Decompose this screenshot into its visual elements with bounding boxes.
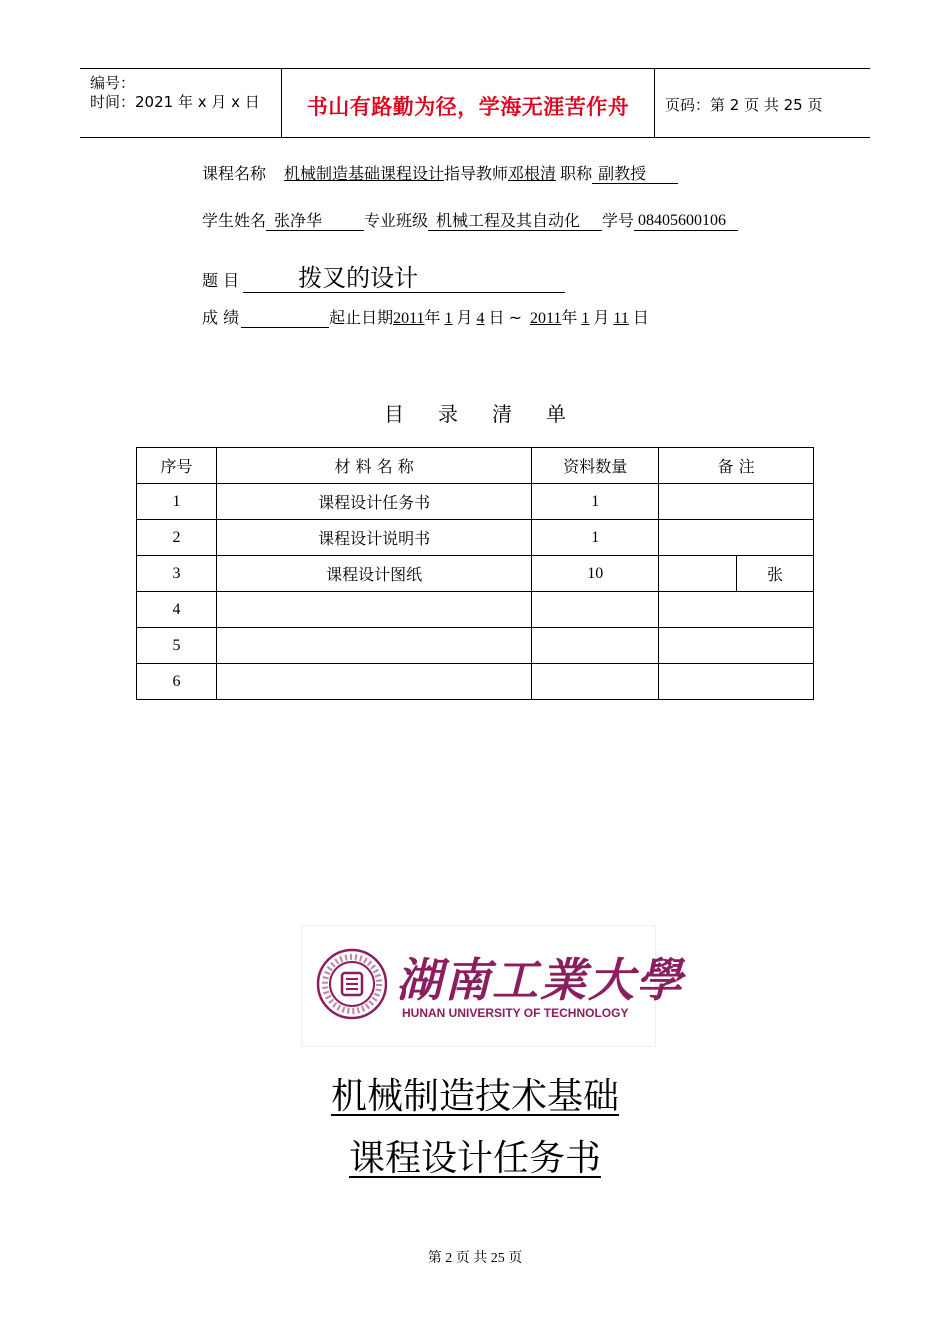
header-no: 序号 — [137, 448, 217, 484]
topic-label: 题 目 — [202, 271, 240, 290]
contents-table — [136, 447, 814, 700]
header-qty: 资料数量 — [532, 448, 659, 484]
student-label: 学生姓名 — [202, 211, 267, 230]
row-name: 课程设计图纸 — [216, 556, 532, 592]
row-qty: 10 — [532, 556, 659, 592]
table-row — [137, 484, 814, 520]
start-year: 2011 — [393, 310, 425, 327]
row-no: 2 — [137, 520, 217, 556]
end-year: 2011 — [529, 310, 562, 327]
header-note: 备 注 — [659, 448, 814, 484]
year-char: 年 — [424, 308, 441, 327]
table-header-row — [137, 448, 814, 484]
doc-title-line1 — [0, 1068, 950, 1119]
motto: 书山有路勤为径，学海无涯苦作舟 — [306, 95, 630, 119]
course-line — [202, 161, 678, 184]
year-char: 年 — [561, 308, 578, 327]
header-meta-cell — [80, 69, 282, 137]
doc-title-line1-text: 机械制造技术基础 — [330, 1076, 619, 1117]
teacher-value: 邓根清 — [508, 164, 557, 183]
score-label: 成 绩 — [202, 308, 240, 327]
doc-title-line2 — [0, 1130, 950, 1181]
table-row — [137, 592, 814, 628]
class-label: 专业班级 — [364, 211, 429, 230]
table-row — [137, 628, 814, 664]
id-value: 08405600106 — [634, 212, 738, 231]
university-logo — [301, 925, 684, 1047]
course-label: 课程名称 — [202, 164, 267, 183]
logo-chinese-text: 湖南工業大學 — [396, 953, 684, 1007]
day-char: 日 — [632, 308, 649, 327]
row-qty — [532, 628, 659, 664]
row-name — [216, 628, 532, 664]
row-qty: 1 — [532, 484, 659, 520]
score-value-blank — [241, 309, 329, 328]
row-no: 6 — [137, 664, 217, 700]
row-note — [659, 520, 814, 556]
table-row — [137, 664, 814, 700]
row-no: 1 — [137, 484, 217, 520]
row-qty — [532, 592, 659, 628]
rank-label: 职称 — [560, 164, 593, 183]
header-name: 材 料 名 称 — [216, 448, 532, 484]
row-name — [216, 592, 532, 628]
row-note — [659, 628, 814, 664]
row-name: 课程设计说明书 — [216, 520, 532, 556]
class-value: 机械工程及其自动化 — [428, 212, 602, 231]
header-motto-cell — [282, 69, 655, 137]
logo-english-text: HUNAN UNIVERSITY OF TECHNOLOGY — [402, 1006, 629, 1020]
page-header — [80, 68, 870, 138]
header-page-cell — [655, 69, 870, 137]
end-month: 1 — [581, 310, 590, 327]
date-tilde: ~ — [508, 308, 522, 327]
row-qty — [532, 664, 659, 700]
row-name — [216, 664, 532, 700]
month-char: 月 — [593, 308, 610, 327]
row-unit: 张 — [737, 556, 814, 592]
score-line — [202, 305, 649, 328]
rank-value: 副教授 — [592, 165, 678, 184]
row-name: 课程设计任务书 — [216, 484, 532, 520]
topic-value: 拨叉的设计 — [243, 264, 565, 293]
date-label: 起止日期 — [329, 308, 394, 327]
row-note — [659, 556, 737, 592]
row-qty: 1 — [532, 520, 659, 556]
row-no: 3 — [137, 556, 217, 592]
start-day: 4 — [476, 310, 485, 327]
page-info: 页码：第 2 页 共 25 页 — [665, 96, 823, 114]
student-value: 张净华 — [266, 212, 364, 231]
student-line — [202, 208, 738, 231]
table-row — [137, 520, 814, 556]
row-note — [659, 592, 814, 628]
page-footer: 第 2 页 共 25 页 — [427, 1251, 523, 1266]
id-label: 学号 — [602, 211, 635, 230]
day-char: 日 — [488, 308, 505, 327]
teacher-label: 指导教师 — [444, 164, 509, 183]
month-char: 月 — [456, 308, 473, 327]
contents-title: 目录清单 — [384, 402, 600, 426]
end-day: 11 — [613, 310, 629, 327]
doc-title-line2-text: 课程设计任务书 — [348, 1138, 601, 1179]
row-note — [659, 484, 814, 520]
university-seal-icon — [316, 948, 388, 1020]
row-no: 4 — [137, 592, 217, 628]
start-month: 1 — [444, 310, 453, 327]
topic-line — [202, 264, 565, 293]
row-no: 5 — [137, 628, 217, 664]
time-label: 时间：2021 年 x 月 x 日 — [90, 93, 260, 111]
course-value: 机械制造基础课程设计 — [284, 166, 445, 183]
number-label: 编号： — [90, 74, 136, 92]
row-note — [659, 664, 814, 700]
table-row — [137, 556, 814, 592]
